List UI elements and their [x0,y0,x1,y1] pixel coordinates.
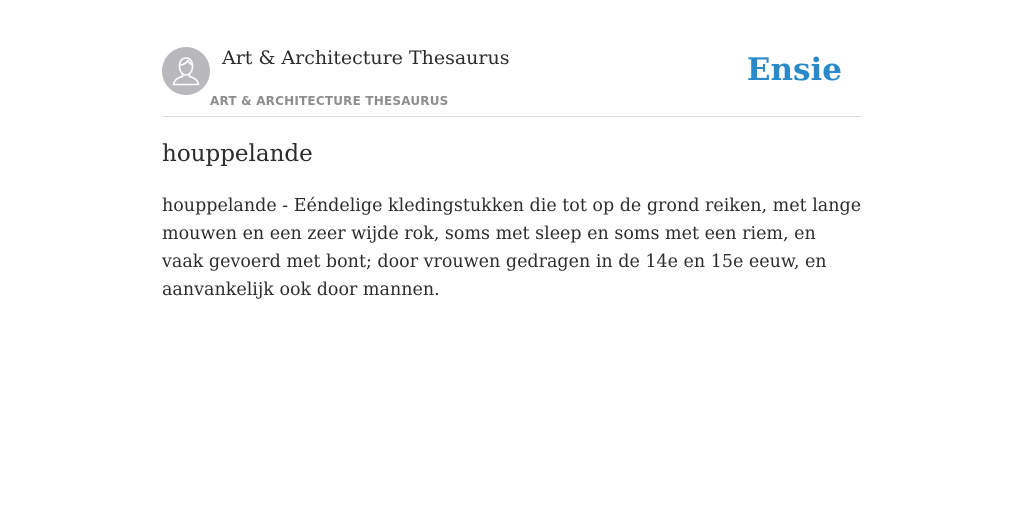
user-avatar-icon [162,47,210,95]
entry-title: houppelande [162,141,313,167]
entry-definition: houppelande - Eéndelige kledingstukken die tot op de grond reiken, met lange mouwen en een zeer wijde rok, soms met sleep en soms met een riem, en vaak gevoerd met bont; door vrouwen gedragen in de 14e en 15e eeuw, en aanvankelijk ook door mannen. [162,196,862,300]
entry-header [162,44,862,117]
author-name-link[interactable]: Art & Architecture Thesaurus [222,47,510,69]
ensie-logo[interactable]: Ensie [746,52,842,88]
author-avatar[interactable] [162,47,210,95]
source-label[interactable]: ART & ARCHITECTURE THESAURUS [210,94,449,108]
